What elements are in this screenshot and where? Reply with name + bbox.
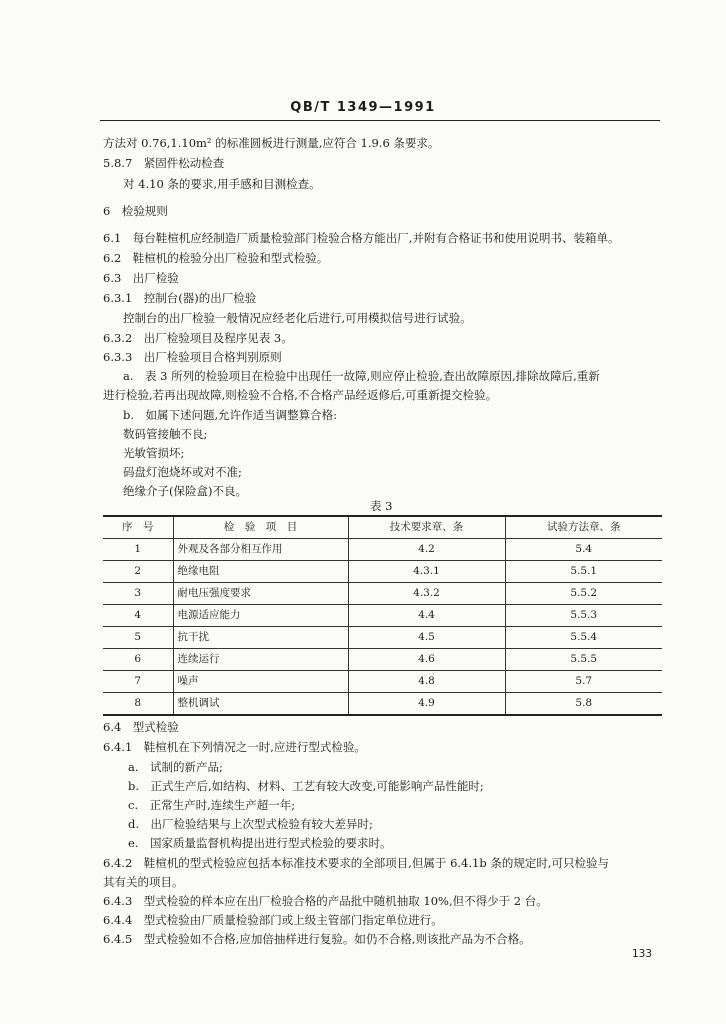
table-cell: 4.9 <box>348 693 505 716</box>
table-row <box>103 649 662 671</box>
table-row <box>103 539 662 561</box>
table-cell: 6 <box>103 649 173 671</box>
table-cell: 7 <box>103 671 173 693</box>
table-cell: 1 <box>103 539 173 561</box>
list-line: 光敏管损坏; <box>123 446 185 460</box>
table-cell: 5 <box>103 627 173 649</box>
section-heading-6-3: 6.3 出厂检验 <box>103 271 179 285</box>
table-cell: 5.4 <box>505 539 662 561</box>
table-cell: 整机调试 <box>173 693 348 716</box>
table-cell: 4.3.1 <box>348 561 505 583</box>
page-number: 133 <box>632 948 653 960</box>
table-row <box>103 693 662 716</box>
table-cell: 绝缘电阻 <box>173 561 348 583</box>
list-item-c: c. 正常生产时,连续生产超一年; <box>128 798 296 812</box>
table-cell: 5.5.4 <box>505 627 662 649</box>
table-cell: 电源适应能力 <box>173 605 348 627</box>
table-header-cell: 检 验 项 目 <box>173 516 348 539</box>
list-item-b: b. 如属下述问题,允许作适当调整算合格: <box>123 408 338 422</box>
table-cell: 5.5.2 <box>505 583 662 605</box>
table-header-cell: 技术要求章、条 <box>348 516 505 539</box>
paragraph-line: 对 4.10 条的要求,用手感和目测检查。 <box>123 177 321 191</box>
list-item-b: b. 正式生产后,如结构、材料、工艺有较大改变,可能影响产品性能时; <box>128 779 484 793</box>
paragraph-line: 方法对 0.76,1.10m² 的标准圆板进行测量,应符合 1.9.6 条要求。 <box>103 136 440 150</box>
table-cell: 耐电压强度要求 <box>173 583 348 605</box>
section-heading-6-3-3: 6.3.3 出厂检验项目合格判别原则 <box>103 350 282 364</box>
paragraph-line: 控制台的出厂检验一般情况应经老化后进行,可用模拟信号进行试验。 <box>123 311 472 325</box>
list-line: 码盘灯泡烧坏或对不准; <box>123 465 242 479</box>
list-line: 数码管接触不良; <box>123 427 208 441</box>
table-caption: 表 3 <box>370 499 393 513</box>
header-rule <box>100 120 660 121</box>
table-cell: 连续运行 <box>173 649 348 671</box>
table-cell: 抗干扰 <box>173 627 348 649</box>
clause-6-4-2: 6.4.2 鞋楦机的型式检验应包括本标准技术要求的全部项目,但属于 6.4.1b 条的规定时,可只检验与 <box>103 856 610 870</box>
table-cell: 8 <box>103 693 173 716</box>
table-cell: 外观及各部分相互作用 <box>173 539 348 561</box>
list-item-a: a. 试制的新产品; <box>128 760 223 774</box>
list-item-e: e. 国家质量监督机构提出进行型式检验的要求时。 <box>128 836 392 850</box>
inspection-items-table <box>103 515 662 716</box>
clause-6-4-5: 6.4.5 型式检验如不合格,应加倍抽样进行复验。如仍不合格,则该批产品为不合格。 <box>103 932 531 946</box>
table-row <box>103 583 662 605</box>
clause-6-4-1: 6.4.1 鞋楦机在下列情况之一时,应进行型式检验。 <box>103 740 366 754</box>
list-line: 绝缘介子(保险盒)不良。 <box>123 484 247 498</box>
table-cell: 5.5.3 <box>505 605 662 627</box>
table-cell: 4.2 <box>348 539 505 561</box>
table-cell: 3 <box>103 583 173 605</box>
table-cell: 噪声 <box>173 671 348 693</box>
clause-6-1: 6.1 每台鞋楦机应经制造厂质量检验部门检验合格方能出厂,并附有合格证书和使用说明书、装箱单。 <box>103 231 620 245</box>
clause-6-3-2: 6.3.2 出厂检验项目及程序见表 3。 <box>103 331 293 345</box>
table-header-row <box>103 516 662 539</box>
table-cell: 5.5.1 <box>505 561 662 583</box>
table-row <box>103 605 662 627</box>
table-cell: 4.8 <box>348 671 505 693</box>
table-row <box>103 627 662 649</box>
table-cell: 4.3.2 <box>348 583 505 605</box>
table-cell: 5.5.5 <box>505 649 662 671</box>
paragraph-line: 其有关的项目。 <box>103 875 184 889</box>
table-row <box>103 561 662 583</box>
list-item-a: a. 表 3 所列的检验项目在检验中出现任一故障,则应停止检验,查出故障原因,排除故障后,重新 <box>123 369 600 383</box>
table-cell: 5.8 <box>505 693 662 716</box>
table-cell: 4.4 <box>348 605 505 627</box>
section-heading-5-8-7: 5.8.7 紧固件松动检查 <box>103 156 225 170</box>
table-cell: 4.6 <box>348 649 505 671</box>
chapter-heading-6: 6 检验规则 <box>103 204 168 218</box>
section-heading-6-3-1: 6.3.1 控制台(器)的出厂检验 <box>103 291 257 305</box>
page-header-title: QB/T 1349—1991 <box>290 100 436 115</box>
clause-6-2: 6.2 鞋楦机的检验分出厂检验和型式检验。 <box>103 251 329 265</box>
table-row <box>103 671 662 693</box>
table-cell: 5.7 <box>505 671 662 693</box>
list-item-d: d. 出厂检验结果与上次型式检验有较大差异时; <box>128 817 373 831</box>
paragraph-line: 进行检验,若再出现故障,则检验不合格,不合格产品经返修后,可重新提交检验。 <box>103 388 498 402</box>
table-cell: 4.5 <box>348 627 505 649</box>
table-header-cell: 序 号 <box>103 516 173 539</box>
table-header-cell: 试验方法章、条 <box>505 516 662 539</box>
clause-6-4-3: 6.4.3 型式检验的样本应在出厂检验合格的产品批中随机抽取 10%,但不得少于 2 台。 <box>103 894 548 908</box>
table-cell: 4 <box>103 605 173 627</box>
section-heading-6-4: 6.4 型式检验 <box>103 720 179 734</box>
table-cell: 2 <box>103 561 173 583</box>
clause-6-4-4: 6.4.4 型式检验由厂质量检验部门或上级主管部门指定单位进行。 <box>103 913 443 927</box>
